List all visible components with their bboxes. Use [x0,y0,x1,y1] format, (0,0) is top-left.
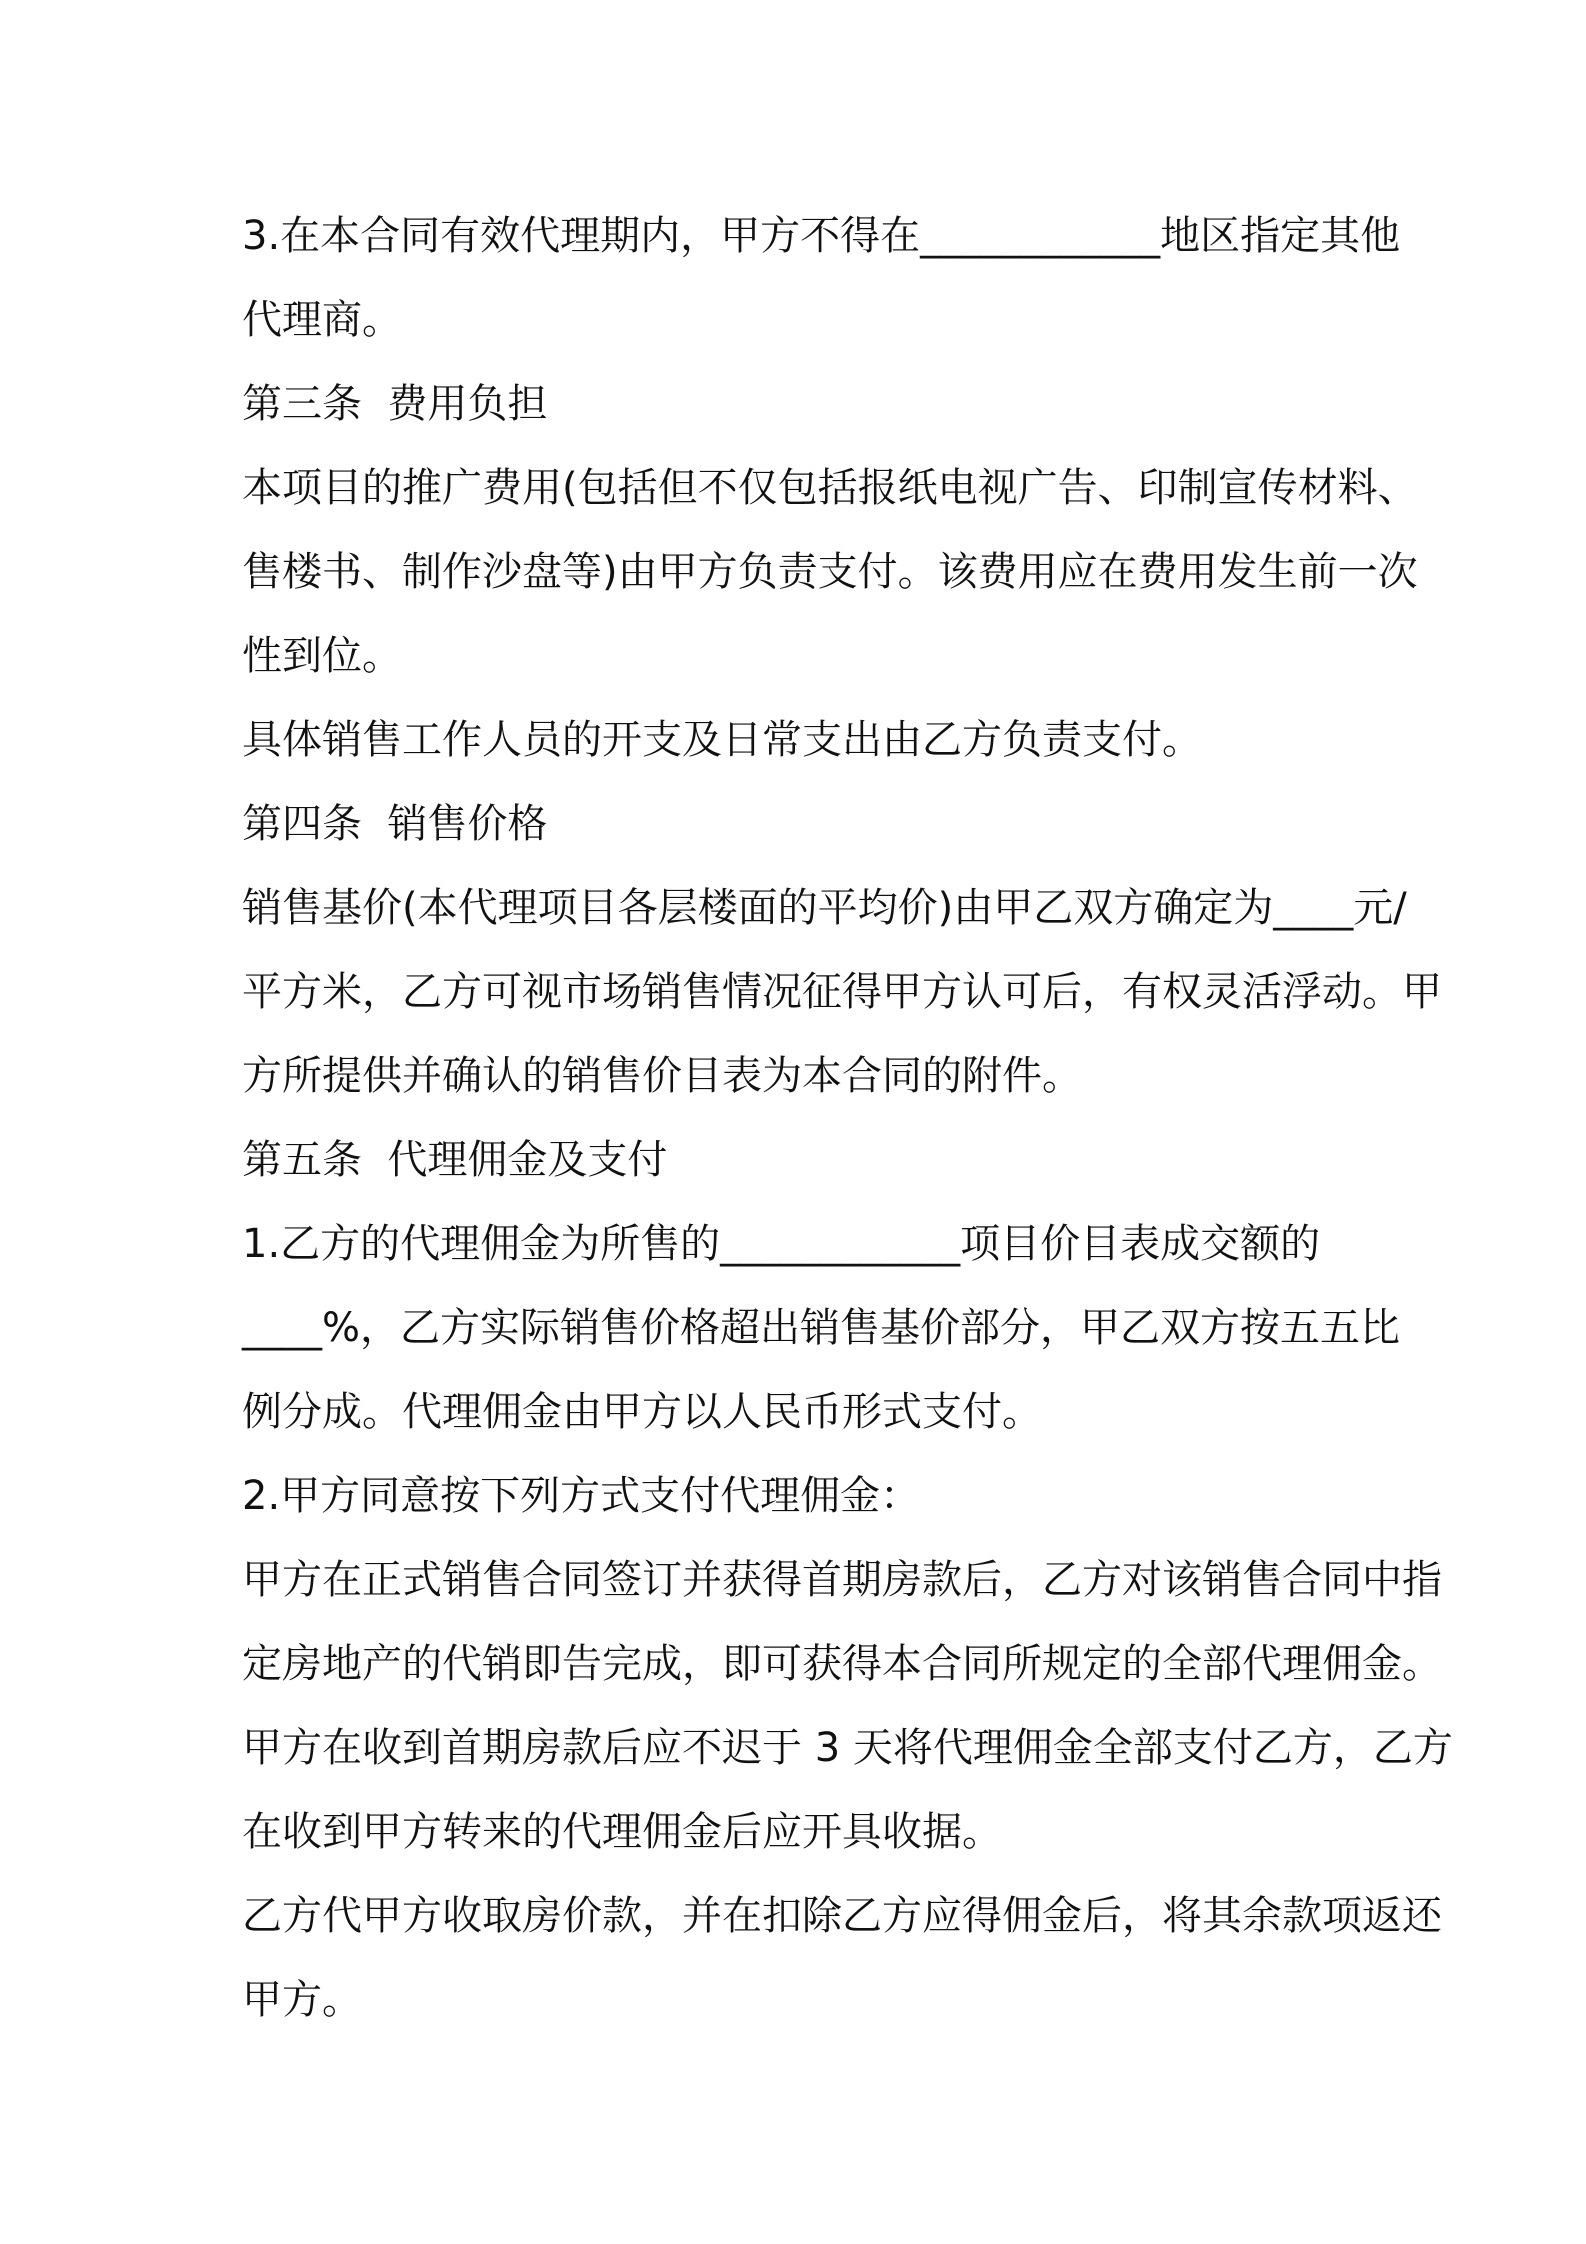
text-line: 售楼书、制作沙盘等)由甲方负责支付。该费用应在费用发生前一次 [242,549,1418,595]
text-line: 在收到甲方转来的代理佣金后应开具收据。 [242,1809,1002,1855]
article-4-paragraph-1 [242,866,1442,1118]
article-4-heading: 第四条 销售价格 [242,801,548,847]
document-body [242,194,1453,2042]
article-5-item-2 [242,1454,1362,1538]
text-line: 销售基价(本代理项目各层楼面的平均价)由甲乙双方确定为____元/ [242,885,1407,931]
text-line: 具体销售工作人员的开支及日常支出由乙方负责支付。 [242,717,1202,763]
text-line: 甲方在收到首期房款后应不迟于 3 天将代理佣金全部支付乙方，乙方 [242,1725,1453,1771]
text-line: 2.甲方同意按下列方式支付代理佣金： [242,1473,921,1519]
text-line: 本项目的推广费用(包括但不仅包括报纸电视广告、印制宣传材料、 [242,465,1418,511]
text-line: 性到位。 [242,633,402,679]
article-3-paragraph-2 [242,698,1362,782]
text-line: 甲方。 [242,1977,362,2023]
text-line: 1.乙方的代理佣金为所售的____________项目价目表成交额的 [242,1221,1321,1267]
clause-3-item-3 [242,194,1401,362]
text-line: 3.在本合同有效代理期内，甲方不得在____________地区指定其他 [242,213,1401,259]
article-5-heading: 第五条 代理佣金及支付 [242,1137,668,1183]
text-line: 代理商。 [242,297,402,343]
text-line: 方所提供并确认的销售价目表为本合同的附件。 [242,1053,1082,1099]
text-line: 乙方代甲方收取房价款，并在扣除乙方应得佣金后，将其余款项返还 [242,1893,1442,1939]
article-5-paragraph-2 [242,1706,1453,1874]
article-5-paragraph-1 [242,1538,1442,1706]
text-line: ____%，乙方实际销售价格超出销售基价部分，甲乙双方按五五比 [242,1305,1401,1351]
text-line: 定房地产的代销即告完成，即可获得本合同所规定的全部代理佣金。 [242,1641,1442,1687]
text-line: 平方米，乙方可视市场销售情况征得甲方认可后，有权灵活浮动。甲 [242,969,1442,1015]
article-3-paragraph-1 [242,446,1418,698]
text-line: 甲方在正式销售合同签订并获得首期房款后，乙方对该销售合同中指 [242,1557,1442,1603]
article-3-heading: 第三条 费用负担 [242,381,548,427]
text-line: 例分成。代理佣金由甲方以人民币形式支付。 [242,1389,1042,1435]
article-5-paragraph-3 [242,1874,1442,2042]
article-5-item-1 [242,1202,1401,1454]
